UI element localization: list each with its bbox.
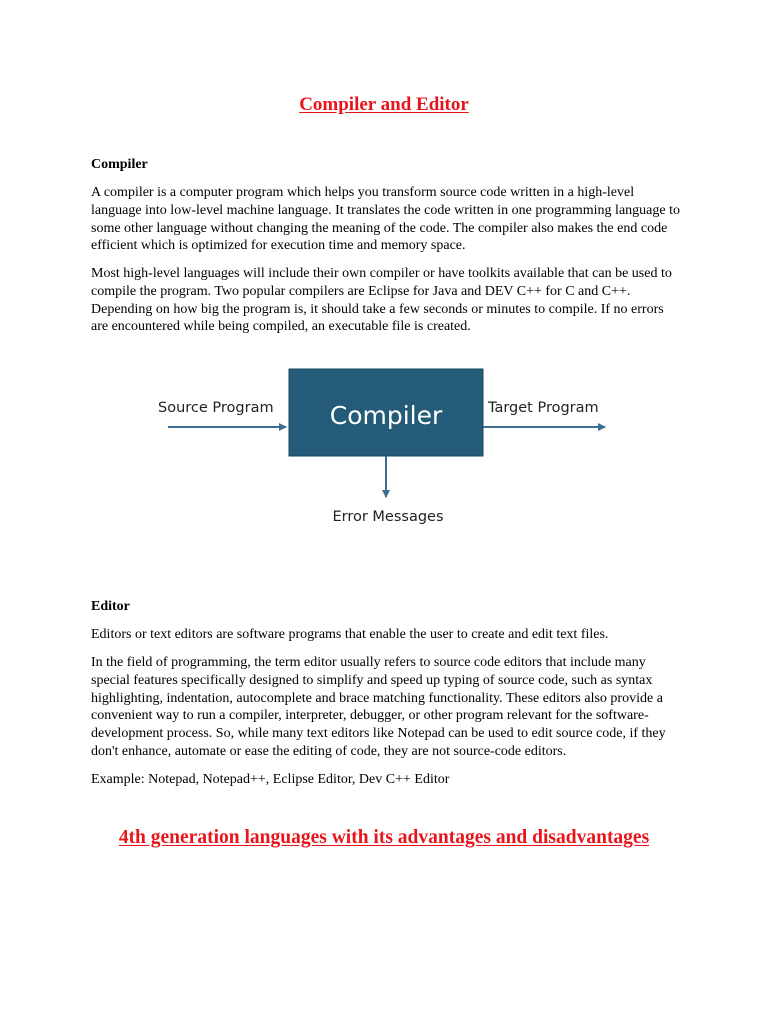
error-messages-label: Error Messages (332, 509, 444, 525)
editor-example: Example: Notepad, Notepad++, Eclipse Editor, Dev C++ Editor (91, 772, 450, 787)
compiler-box-label: Compiler (329, 401, 443, 430)
source-program-label: Source Program (158, 400, 274, 416)
page-title: Compiler and Editor (299, 94, 469, 115)
editor-paragraph-1: Editors or text editors are software programs that enable the user to create and edit text files. (91, 627, 609, 642)
compiler-heading: Compiler (91, 157, 148, 172)
editor-heading: Editor (91, 599, 130, 614)
target-program-label: Target Program (488, 400, 599, 416)
compiler-paragraph-2: Most high-level languages will include their own compiler or have toolkits available that can be used to compile the program. Two popular compilers are Eclipse for Java and DEV C++ for C and C++. Depending on how big the program is, it should take a few seconds or minutes to compile. If no errors are encountered while being compiled, an executable file is created. (91, 266, 672, 335)
section-title-4th-generation: 4th generation languages with its advantages and disadvantages (118, 827, 650, 848)
editor-paragraph-2: In the field of programming, the term editor usually refers to source code editors that include many special features specifically designed to simplify and speed up typing of source code, such as syntax highlighting, indentation, autocomplete and brace matching functionality. These editors also provide a convenient way to run a compiler, interpreter, debugger, or other program relevant for the software-development process. So, while many text editors like Notepad can be used to edit source code, if they don't enhance, automate or ease the editing of code, they are not source-code editors. (91, 655, 666, 759)
compiler-paragraph-1: A compiler is a computer program which helps you transform source code written in a high-level language into low-level machine language. It translates the code written in one programming language to some other language without changing the meaning of the code. The compiler also makes the end code efficient which is optimized for execution time and memory space. (91, 185, 680, 254)
compiler-diagram (150, 360, 620, 540)
